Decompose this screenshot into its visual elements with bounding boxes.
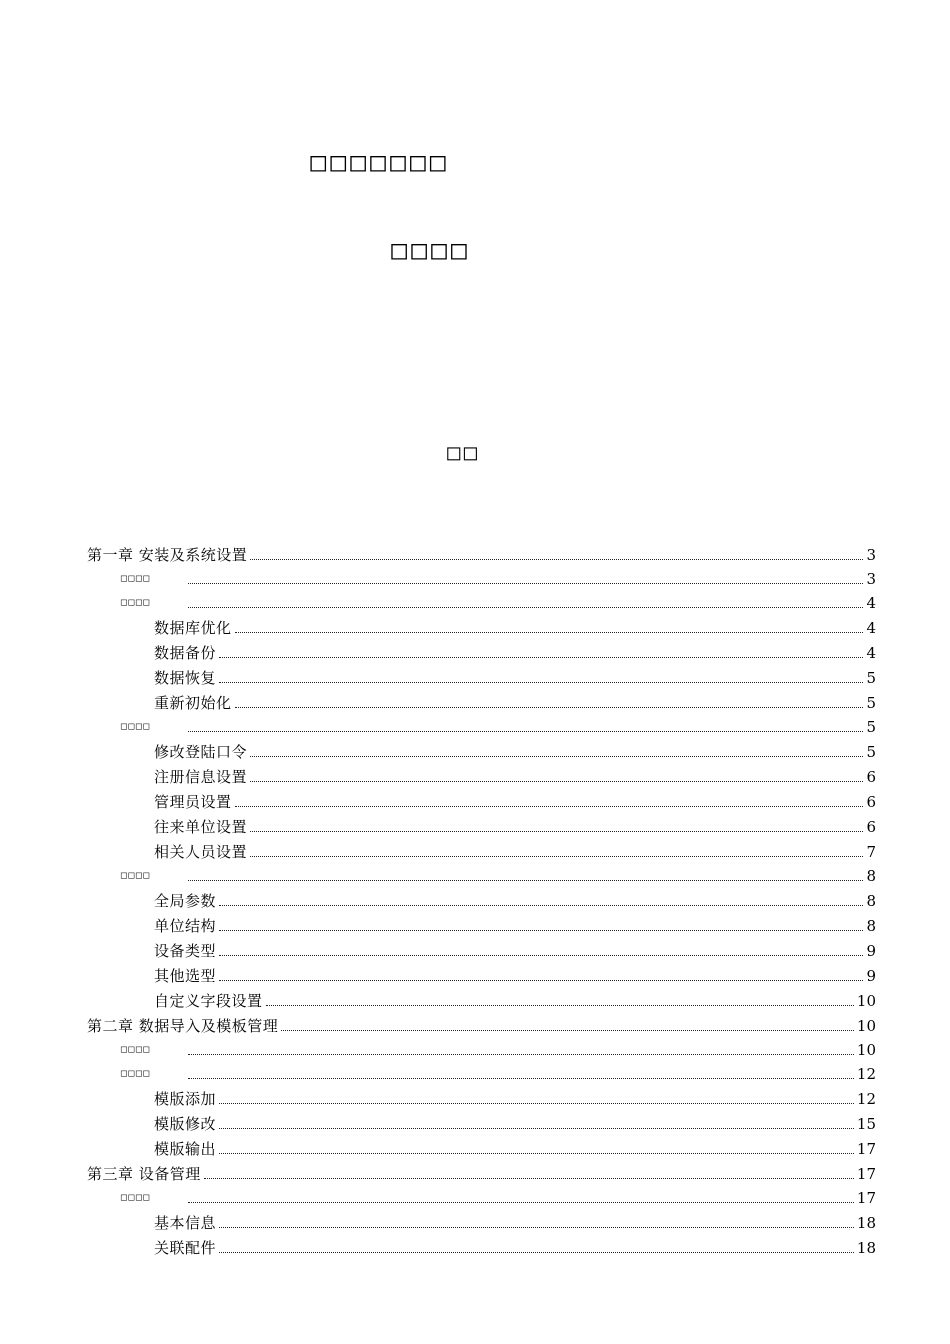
toc-entry[interactable] (87, 760, 876, 785)
toc-dot-leader (235, 806, 864, 807)
toc-entry[interactable] (87, 1107, 876, 1132)
toc-entry-label: ◻◻◻◻ (120, 598, 150, 608)
toc-dot-leader (250, 856, 863, 857)
toc-dot-leader (250, 831, 863, 832)
toc-entry-page-number: 4 (866, 644, 876, 662)
toc-entry-page-number: 10 (856, 1041, 876, 1059)
toc-entry-label: ◻◻◻◻ (120, 1045, 150, 1055)
toc-entry-label: 关联配件 (154, 1239, 217, 1257)
toc-entry[interactable] (87, 1206, 876, 1231)
toc-entry-page-number: 17 (856, 1189, 876, 1207)
toc-dot-leader (281, 1030, 854, 1031)
toc-entry-label: 注册信息设置 (154, 768, 248, 786)
toc-entry-page-number: 6 (866, 768, 876, 786)
toc-heading: ◻◻ (445, 440, 479, 464)
toc-dot-leader (188, 1054, 854, 1055)
toc-entry[interactable] (87, 661, 876, 686)
toc-entry-page-number: 10 (856, 1017, 876, 1035)
toc-entry-label: ◻◻◻◻ (120, 722, 150, 732)
toc-entry-label: 单位结构 (154, 917, 217, 935)
toc-entry-page-number: 10 (856, 992, 876, 1010)
toc-entry-page-number: 12 (856, 1065, 876, 1083)
toc-entry-label: 自定义字段设置 (154, 992, 263, 1010)
toc-entry-page-number: 9 (866, 967, 876, 985)
toc-entry[interactable] (87, 1082, 876, 1107)
toc-dot-leader (188, 583, 863, 584)
toc-entry-label: 往来单位设置 (154, 818, 248, 836)
toc-dot-leader (188, 1078, 854, 1079)
toc-entry[interactable] (87, 611, 876, 636)
toc-entry-page-number: 17 (856, 1165, 876, 1183)
toc-entry-label: 第一章 安装及系统设置 (87, 546, 248, 564)
toc-dot-leader (219, 657, 863, 658)
toc-entry-label: 模版输出 (154, 1140, 217, 1158)
toc-entry-page-number: 5 (866, 743, 876, 761)
toc-entry[interactable] (87, 711, 876, 735)
toc-entry-page-number: 4 (866, 619, 876, 637)
toc-entry-label: 数据恢复 (154, 669, 217, 687)
toc-entry-label: ◻◻◻◻ (120, 574, 150, 584)
toc-entry[interactable] (87, 538, 876, 563)
toc-entry[interactable] (87, 860, 876, 884)
toc-entry-page-number: 18 (856, 1214, 876, 1232)
toc-entry[interactable] (87, 686, 876, 711)
toc-dot-leader (250, 559, 863, 560)
toc-entry-page-number: 4 (866, 594, 876, 612)
toc-entry[interactable] (87, 636, 876, 661)
toc-entry[interactable] (87, 884, 876, 909)
toc-entry-page-number: 6 (866, 793, 876, 811)
document-title: ◻◻◻◻◻◻◻ (308, 148, 448, 176)
toc-entry[interactable] (87, 1157, 876, 1182)
toc-entry-page-number: 15 (856, 1115, 876, 1133)
toc-entry[interactable] (87, 1058, 876, 1082)
toc-dot-leader (219, 1128, 854, 1129)
toc-entry[interactable] (87, 1009, 876, 1034)
toc-entry-label: 重新初始化 (154, 694, 232, 712)
toc-entry[interactable] (87, 785, 876, 810)
toc-dot-leader (219, 1227, 854, 1228)
toc-dot-leader (188, 607, 863, 608)
toc-entry-page-number: 8 (866, 917, 876, 935)
toc-entry-page-number: 9 (866, 942, 876, 960)
toc-entry[interactable] (87, 1231, 876, 1256)
toc-entry-label: 第二章 数据导入及模板管理 (87, 1017, 279, 1035)
toc-entry-label: 数据库优化 (154, 619, 232, 637)
toc-entry-label: 基本信息 (154, 1214, 217, 1232)
toc-entry[interactable] (87, 1034, 876, 1058)
toc-entry[interactable] (87, 934, 876, 959)
toc-dot-leader (250, 756, 863, 757)
toc-entry-page-number: 8 (866, 892, 876, 910)
toc-entry-label: 管理员设置 (154, 793, 232, 811)
toc-entry-label: 全局参数 (154, 892, 217, 910)
toc-entry-label: ◻◻◻◻ (120, 1069, 150, 1079)
toc-entry-label: 数据备份 (154, 644, 217, 662)
toc-entry-page-number: 3 (866, 546, 876, 564)
toc-entry[interactable] (87, 735, 876, 760)
toc-dot-leader (188, 880, 863, 881)
toc-entry[interactable] (87, 959, 876, 984)
toc-dot-leader (219, 1103, 854, 1104)
toc-dot-leader (219, 1252, 854, 1253)
toc-dot-leader (219, 980, 863, 981)
toc-entry-label: ◻◻◻◻ (120, 1193, 150, 1203)
toc-entry-page-number: 7 (866, 843, 876, 861)
toc-entry-page-number: 3 (866, 570, 876, 588)
toc-dot-leader (266, 1005, 854, 1006)
document-subtitle: ◻◻◻◻ (389, 236, 469, 264)
toc-dot-leader (235, 707, 864, 708)
toc-entry-page-number: 12 (856, 1090, 876, 1108)
toc-entry-label: 模版修改 (154, 1115, 217, 1133)
toc-entry-label: 其他选型 (154, 967, 217, 985)
toc-entry-page-number: 8 (866, 867, 876, 885)
table-of-contents (87, 538, 876, 1256)
toc-entry-page-number: 6 (866, 818, 876, 836)
toc-entry-label: 修改登陆口令 (154, 743, 248, 761)
toc-entry[interactable] (87, 810, 876, 835)
toc-dot-leader (219, 1153, 854, 1154)
toc-entry-label: 模版添加 (154, 1090, 217, 1108)
toc-entry[interactable] (87, 563, 876, 587)
toc-dot-leader (219, 905, 863, 906)
toc-entry[interactable] (87, 835, 876, 860)
toc-entry[interactable] (87, 1182, 876, 1206)
toc-dot-leader (188, 731, 863, 732)
toc-dot-leader (188, 1202, 854, 1203)
toc-entry-label: ◻◻◻◻ (120, 871, 150, 881)
toc-dot-leader (219, 930, 863, 931)
toc-dot-leader (219, 955, 863, 956)
toc-entry[interactable] (87, 587, 876, 611)
toc-entry-page-number: 5 (866, 718, 876, 736)
toc-entry-label: 设备类型 (154, 942, 217, 960)
toc-entry[interactable] (87, 909, 876, 934)
toc-dot-leader (235, 632, 864, 633)
toc-entry-page-number: 18 (856, 1239, 876, 1257)
toc-dot-leader (204, 1178, 854, 1179)
toc-entry-label: 第三章 设备管理 (87, 1165, 201, 1183)
toc-dot-leader (250, 781, 863, 782)
toc-entry[interactable] (87, 1132, 876, 1157)
toc-entry-page-number: 5 (866, 694, 876, 712)
toc-entry[interactable] (87, 984, 876, 1009)
toc-entry-page-number: 17 (856, 1140, 876, 1158)
toc-entry-label: 相关人员设置 (154, 843, 248, 861)
toc-dot-leader (219, 682, 863, 683)
toc-entry-page-number: 5 (866, 669, 876, 687)
